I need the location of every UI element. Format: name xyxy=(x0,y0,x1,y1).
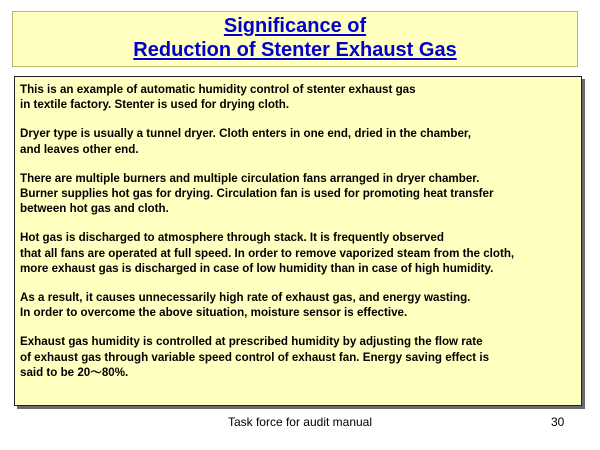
paragraph-6 xyxy=(20,334,581,380)
paragraph-line: more exhaust gas is discharged in case of low humidity than in case of high humidity. xyxy=(20,261,494,275)
paragraph-line: As a result, it causes unnecessarily high rate of exhaust gas, and energy wasting. xyxy=(20,291,471,305)
paragraph-line: Dryer type is usually a tunnel dryer. Cloth enters in one end, dried in the chamber, xyxy=(20,127,471,141)
paragraph-line: and leaves other end. xyxy=(20,142,139,156)
paragraph-line: Burner supplies hot gas for drying. Circulation fan is used for promoting heat transfer xyxy=(20,187,494,201)
paragraph-line: Hot gas is discharged to atmosphere through stack. It is frequently observed xyxy=(20,231,444,245)
paragraph-line: There are multiple burners and multiple circulation fans arranged in dryer chamber. xyxy=(20,171,480,185)
paragraph-line: said to be 20～80%. xyxy=(20,365,129,379)
paragraph-2 xyxy=(20,126,581,156)
slide-title-box xyxy=(12,11,578,67)
paragraph-line: In order to overcome the above situation, moisture sensor is effective. xyxy=(20,306,408,320)
paragraph-5 xyxy=(20,290,581,320)
paragraph-1 xyxy=(20,82,581,112)
slide-title-line-1: Significance of xyxy=(223,15,367,37)
paragraph-line: This is an example of automatic humidity control of stenter exhaust gas xyxy=(20,83,416,96)
paragraph-line: between hot gas and cloth. xyxy=(20,202,169,216)
paragraph-line: in textile factory. Stenter is used for drying cloth. xyxy=(20,98,290,112)
slide-body-box xyxy=(14,76,582,406)
paragraph-line: of exhaust gas through variable speed control of exhaust fan. Energy saving effect is xyxy=(20,350,490,364)
paragraph-3 xyxy=(20,171,581,217)
slide-title-line-2: Reduction of Stenter Exhaust Gas xyxy=(133,39,457,61)
page-number: 30 xyxy=(551,415,565,429)
paragraph-line: that all fans are operated at full speed. In order to remove vaporized steam from the cloth, xyxy=(20,246,515,260)
slide-footer: Task force for audit manual xyxy=(227,415,373,429)
paragraph-4 xyxy=(20,230,581,276)
paragraph-line: Exhaust gas humidity is controlled at prescribed humidity by adjusting the flow rate xyxy=(20,335,483,349)
